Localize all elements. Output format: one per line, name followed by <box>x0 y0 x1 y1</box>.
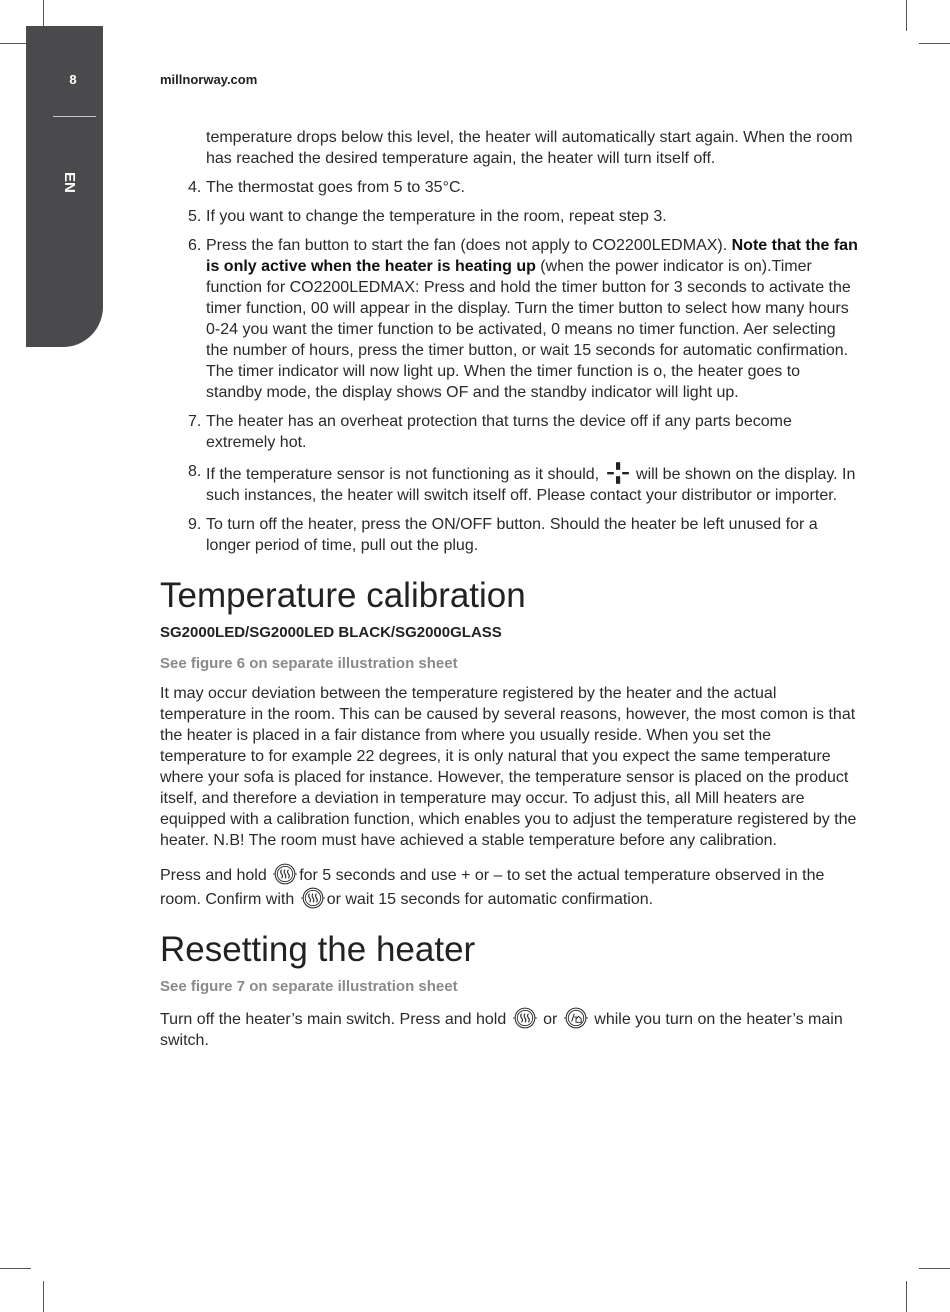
crop-mark <box>0 1268 31 1269</box>
list-item <box>160 461 860 506</box>
step-text: If you want to change the temperature in the room, repeat step 3. <box>206 208 667 225</box>
figure-reference: See figure 6 on separate illustration sheet <box>160 655 458 672</box>
instruction-text: Press and hold <box>160 867 272 884</box>
step-number: 4. <box>188 179 202 196</box>
calibration-heading: Temperature calibration <box>160 576 526 615</box>
step-number: 7. <box>188 413 202 430</box>
list-item <box>160 177 860 198</box>
language-label: EN <box>61 172 78 193</box>
instruction-text: while you turn on the heater’s main switch. <box>160 1011 843 1049</box>
figure-reference: See figure 7 on separate illustration sheet <box>160 978 458 995</box>
list-item <box>160 411 860 453</box>
step-text: temperature drops below this level, the heater will automatically start again. When the room has reached the desired temperature again, the heater will turn itself off. <box>206 129 853 167</box>
steps-list <box>160 127 860 556</box>
step-number: 6. <box>188 237 202 254</box>
step-text: The heater has an overheat protection that turns the device off if any parts become extremely hot. <box>206 413 792 451</box>
step-text: will be shown on the display. In such instances, the heater will switch itself off. Please contact your distributor or importer. <box>206 466 856 504</box>
step-text: (when the power indicator is on).Timer function for CO2200LEDMAX: Press and hold the timer button for 3 seconds to activate the timer function, 00 will appear in the display. Turn the timer button to select how many hours 0-24 you want the timer function to be activated, 0 means no timer function. Aer selecting the number of hours, press the timer button, or wait 15 seconds for automatic confirmation. The timer indicator will now light up. When the timer function is o, the heater goes to standby mode, the display shows OF and the standby indicator will light up. <box>206 258 851 401</box>
crop-mark <box>919 1268 950 1269</box>
crop-mark <box>906 0 907 31</box>
step-text: If the temperature sensor is not functioning as it should, <box>206 466 604 483</box>
reset-heading: Resetting the heater <box>160 930 476 969</box>
tab-divider <box>53 116 96 117</box>
list-item <box>160 514 860 556</box>
mode-button-icon <box>564 1006 588 1030</box>
model-list: SG2000LED/SG2000LED BLACK/SG2000GLASS <box>160 624 502 641</box>
instruction-text: or wait 15 seconds for automatic confirmation. <box>326 891 654 908</box>
heat-button-icon <box>273 862 297 886</box>
sensor-error-icon <box>606 461 630 485</box>
page-number: 8 <box>69 72 77 87</box>
calibration-instructions <box>160 862 860 910</box>
crop-mark <box>43 1281 44 1312</box>
instruction-text: for 5 seconds and use + or – to set the actual temperature observed in the room. Confirm with <box>160 867 825 908</box>
heat-button-icon <box>513 1006 537 1030</box>
reset-instructions <box>160 1006 860 1051</box>
step-text: To turn off the heater, press the ON/OFF button. Should the heater be left unused for a longer period of time, pull out the plug. <box>206 516 818 554</box>
heat-button-icon <box>301 886 325 910</box>
crop-mark <box>906 1281 907 1312</box>
fan-note: Note that the fan is only active when the heater is heating up <box>206 237 858 275</box>
crop-mark <box>919 43 950 44</box>
website-link[interactable]: millnorway.com <box>160 72 258 87</box>
step-number: 9. <box>188 516 202 533</box>
instruction-text: or <box>538 1011 562 1028</box>
list-item <box>160 206 860 227</box>
step-text: Press the fan button to start the fan (does not apply to CO2200LEDMAX). <box>206 237 732 254</box>
step-number: 5. <box>188 208 202 225</box>
step-number: 8. <box>188 463 202 480</box>
step-continuation <box>160 127 860 169</box>
list-item <box>160 235 860 403</box>
step-text: The thermostat goes from 5 to 35°C. <box>206 179 465 196</box>
instruction-text: Turn off the heater’s main switch. Press and hold <box>160 1011 511 1028</box>
calibration-paragraph: It may occur deviation between the temperature registered by the heater and the actual temperature in the room. This can be caused by several reasons, however, the most comon is that the heater is placed in a fair distance from where you usually reside. When you set the temperature to for example 22 degrees, it is only natural that you expect the same temperature where your sofa is placed for instance. However, the temperature sensor is placed on the product itself, and therefore a deviation in temperature may occur. To adjust this, all Mill heaters are equipped with a calibration function, which enables you to adjust the temperature registered by the heater. N.B! The room must have achieved a stable temperature before any calibration. <box>160 685 857 849</box>
main-content <box>160 127 860 1062</box>
